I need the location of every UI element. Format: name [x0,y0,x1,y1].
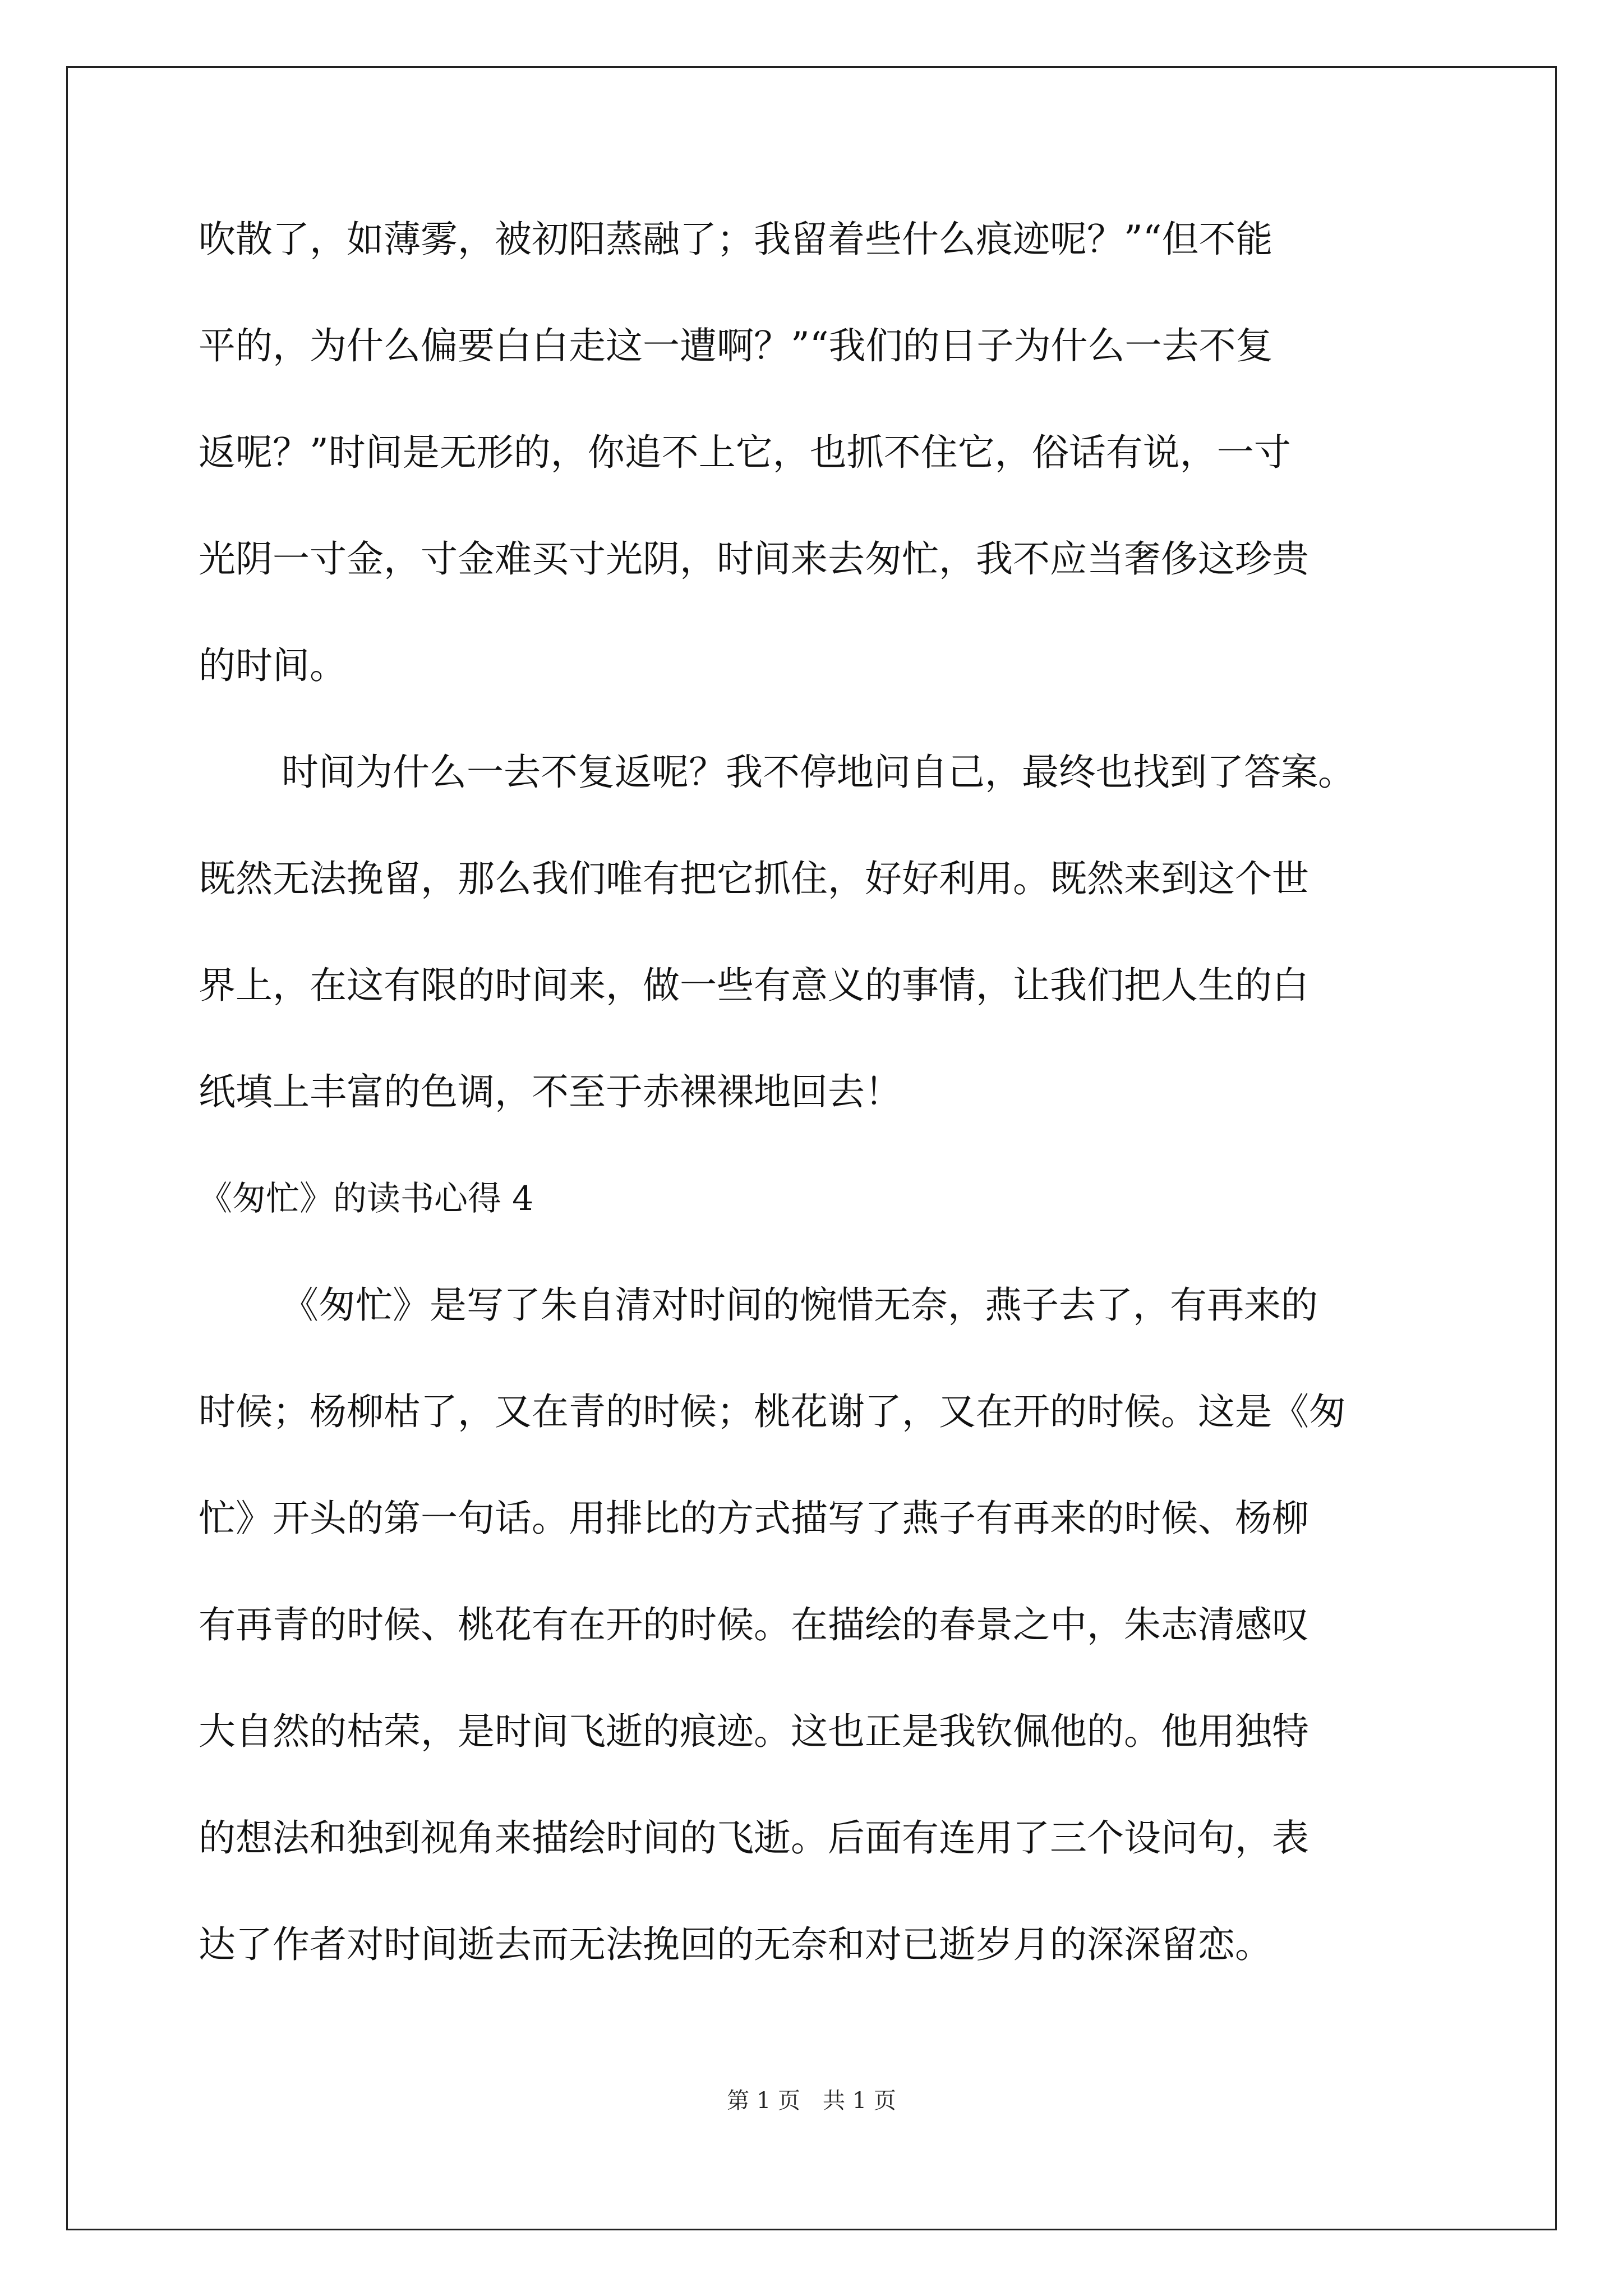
document-body [199,213,1444,2025]
text-line: 时候；杨柳枯了，又在青的时候；桃花谢了，又在开的时候。这是《匆 [199,1390,1346,1433]
page-footer [0,2087,1623,2115]
text-line: 纸填上丰富的色调，不至于赤裸裸地回去！ [199,1070,902,1114]
paragraph-first-line: 时间为什么一去不复返呢？我不停地问自己，最终也找到了答案。 [282,751,1355,794]
text-line: 界上，在这有限的时间来，做一些有意义的事情，让我们把人生的白 [199,964,1309,1007]
text-line: 既然无法挽留，那么我们唯有把它抓住，好好利用。既然来到这个世 [199,857,1309,900]
text-line: 忙》开头的第一句话。用排比的方式描写了燕子有再来的时候、杨柳 [199,1497,1309,1540]
section-heading: 《匆忙》的读书心得 4 [199,1179,534,1218]
page-total: 共 1 页 [823,2088,896,2114]
page-number: 第 1 页 [727,2088,800,2114]
text-line: 大自然的枯荣，是时间飞逝的痕迹。这也正是我钦佩他的。他用独特 [199,1710,1309,1753]
text-line: 光阴一寸金，寸金难买寸光阴，时间来去匆忙，我不应当奢侈这珍贵 [199,537,1309,581]
text-line: 的想法和独到视角来描绘时间的飞逝。后面有连用了三个设问句，表 [199,1816,1309,1860]
text-line: 返呢？”时间是无形的，你追不上它，也抓不住它，俗话有说，一寸 [199,431,1291,474]
paragraph-first-line: 《匆忙》是写了朱自清对时间的惋惜无奈，燕子去了，有再来的 [282,1283,1318,1327]
text-line: 达了作者对时间逝去而无法挽回的无奈和对已逝岁月的深深留恋。 [199,1923,1272,1966]
text-line: 有再青的时候、桃花有在开的时候。在描绘的春景之中，朱志清感叹 [199,1603,1309,1646]
text-line: 的时间。 [199,644,347,687]
text-line: 吹散了，如薄雾，被初阳蒸融了；我留着些什么痕迹呢？”“但不能 [199,218,1273,261]
text-line: 平的，为什么偏要白白走这一遭啊？”“我们的日子为什么一去不复 [199,324,1273,367]
